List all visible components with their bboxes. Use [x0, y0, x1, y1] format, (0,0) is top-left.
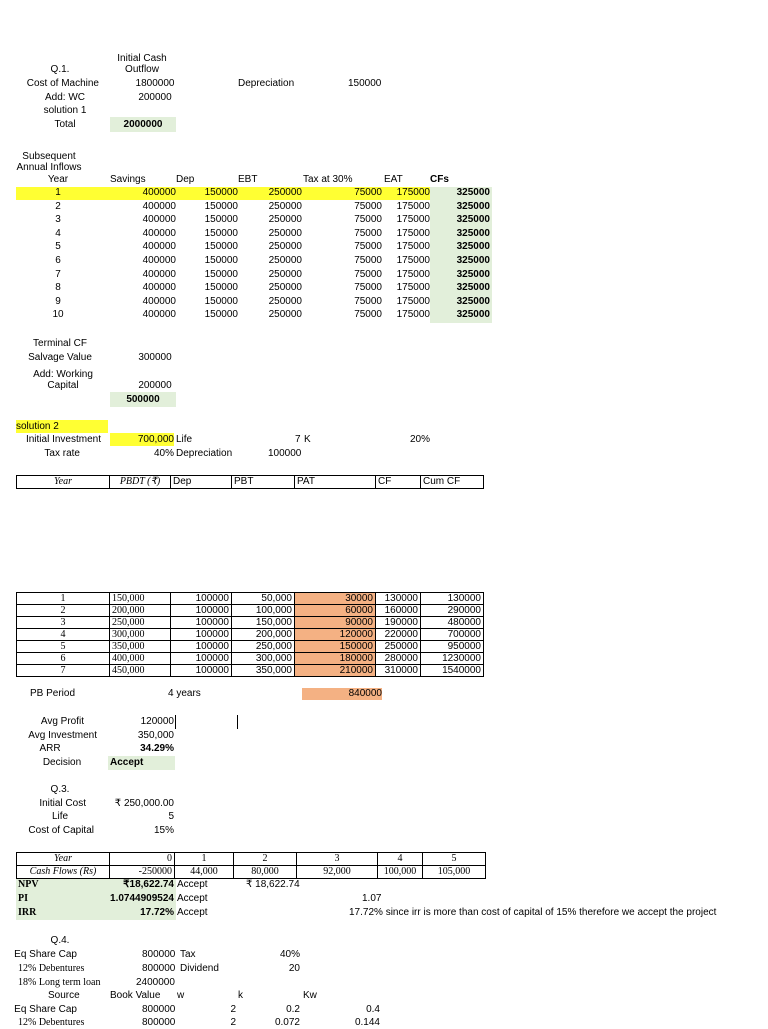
q1-row-5-year: 5 — [55, 241, 61, 253]
debentures-label: 12% Debentures — [18, 963, 85, 974]
q2-cell-year: 7 — [17, 665, 110, 677]
q4-header-k: k — [238, 990, 243, 1001]
q2-cell-pat: 120000 — [295, 629, 376, 641]
q1-row-8-year: 8 — [55, 282, 61, 294]
tax-rate-value: 40% — [153, 448, 174, 459]
q2-table-row — [17, 617, 484, 629]
q2-cell-cf: 220000 — [376, 629, 421, 641]
subsequent-inflows-label: Subsequent Annual Inflows — [16, 151, 82, 173]
q1-row-8-cfs: 325000 — [456, 282, 490, 294]
add-working-capital-value: 200000 — [138, 380, 172, 391]
q1-row-10-tax: 75000 — [354, 309, 382, 321]
q3-year-header: Year — [17, 853, 110, 866]
q2-cell-pbdt: 350,000 — [110, 641, 171, 653]
q1-row-8-tax: 75000 — [354, 282, 382, 294]
q3-life-value: 5 — [168, 811, 174, 822]
decision-label: Decision — [42, 757, 82, 768]
long-term-loan-value: 2400000 — [136, 977, 175, 988]
q2-table-row — [17, 653, 484, 665]
q1-row-8-ebt: 250000 — [268, 282, 302, 294]
q1-row-1-tax: 75000 — [354, 187, 382, 198]
q2-cell-year: 4 — [17, 629, 110, 641]
q3-cashflow-table — [16, 852, 486, 879]
eq-share-cap-value: 800000 — [142, 949, 176, 960]
initial-cost-value: ₹ 250,000.00 — [114, 798, 174, 809]
q1-row-1-savings: 400000 — [142, 187, 176, 198]
q1-row-4-savings: 400000 — [142, 227, 176, 239]
q4-row2-k: 0.072 — [274, 1017, 300, 1028]
q1-row-2-eat: 175000 — [396, 200, 430, 212]
q2-cell-cum-cf: 1540000 — [421, 665, 484, 677]
q2-cell-pat: 180000 — [295, 653, 376, 665]
tax-rate-label: Tax rate — [44, 448, 80, 459]
pi-extra: 1.07 — [362, 893, 382, 904]
q3-year-4: 4 — [378, 853, 423, 866]
q3-cashflow-0: -250000 — [110, 866, 175, 879]
cost-of-capital-value: 15% — [153, 825, 174, 836]
initial-investment-value: 700,000 — [110, 433, 174, 446]
q2-cell-pat: 90000 — [295, 617, 376, 629]
q3-year-3: 3 — [297, 853, 378, 866]
irr-decision: Accept — [177, 907, 208, 918]
q1-row-5-tax: 75000 — [354, 241, 382, 253]
q1-row-3-eat: 175000 — [396, 214, 430, 226]
debentures-value: 800000 — [142, 963, 176, 974]
q4-row1-k: 0.2 — [286, 1004, 300, 1015]
irr-note: 17.72% since irr is more than cost of capital of 15% therefore we accept the project — [349, 907, 717, 918]
dividend-label: Dividend — [180, 963, 219, 974]
q1-row-8-eat: 175000 — [396, 282, 430, 294]
q2-data-table — [16, 592, 484, 677]
q2-header-cf: CF — [376, 476, 421, 489]
life-label: Life — [176, 434, 193, 445]
q1-row-1-cfs: 325000 — [456, 187, 490, 198]
q4-header-kw: Kw — [303, 990, 317, 1001]
q2-depreciation-value: 100000 — [268, 448, 302, 459]
q1-row-2-dep: 150000 — [204, 200, 238, 212]
add-wc-label: Add: WC — [44, 92, 85, 103]
q1-row-10-eat: 175000 — [396, 309, 430, 321]
q1-row-2-ebt: 250000 — [268, 200, 302, 212]
q2-cell-pbt: 300,000 — [232, 653, 295, 665]
npv-extra: ₹ 18,622.74 — [246, 879, 300, 890]
q2-cell-pat: 30000 — [295, 593, 376, 605]
q1-header-dep: Dep — [176, 174, 195, 185]
q2-cell-cf: 310000 — [376, 665, 421, 677]
q1-row-1-year: 1 — [55, 187, 61, 198]
q1-row-6-tax: 75000 — [354, 255, 382, 266]
q2-cell-pbt: 250,000 — [232, 641, 295, 653]
eq-share-cap-label: Eq Share Cap — [14, 949, 77, 960]
q2-table-row — [17, 665, 484, 677]
q1-row-7-ebt: 250000 — [268, 268, 302, 280]
q2-cell-cf: 280000 — [376, 653, 421, 665]
q1-header-tax: Tax at 30% — [303, 174, 353, 185]
npv-label: NPV — [18, 879, 39, 890]
q1-row-9-cfs: 325000 — [456, 295, 490, 307]
q1-row-2-tax: 75000 — [354, 200, 382, 212]
q2-header-pat: PAT — [295, 476, 376, 489]
column-marker — [237, 715, 238, 729]
q1-row-5-eat: 175000 — [396, 241, 430, 253]
q1-row-9-tax: 75000 — [354, 295, 382, 307]
q2-cell-pat: 150000 — [295, 641, 376, 653]
q1-row-4-dep: 150000 — [204, 227, 238, 239]
add-wc-value: 200000 — [138, 92, 172, 103]
pb-period-value: 4 years — [168, 688, 201, 699]
q1-row-6-eat: 175000 — [396, 255, 430, 266]
q4-label: Q.4. — [50, 935, 70, 946]
irr-label: IRR — [18, 907, 37, 918]
q2-cell-year: 2 — [17, 605, 110, 617]
q1-row-9-dep: 150000 — [204, 295, 238, 307]
q1-label: Q.1. — [50, 64, 70, 75]
q2-cell-pbt: 200,000 — [232, 629, 295, 641]
q2-cell-cum-cf: 700000 — [421, 629, 484, 641]
q1-row-4-year: 4 — [55, 227, 61, 239]
q2-cell-year: 1 — [17, 593, 110, 605]
q4-row2-w: 2 — [230, 1017, 236, 1028]
q2-depreciation-label: Depreciation — [176, 448, 233, 459]
q3-cashflow-4: 100,000 — [378, 866, 423, 879]
avg-profit-label: Avg Profit — [40, 716, 84, 727]
q3-cashflow-3: 92,000 — [297, 866, 378, 879]
add-working-capital-label: Add: Working Capital — [33, 369, 93, 391]
q1-row-8-dep: 150000 — [204, 282, 238, 294]
q1-row-7-savings: 400000 — [142, 268, 176, 280]
k-label: K — [304, 434, 311, 445]
pi-decision: Accept — [177, 893, 208, 904]
q2-cell-pbdt: 450,000 — [110, 665, 171, 677]
q4-header-source: Source — [48, 990, 80, 1001]
terminal-cf-total: 500000 — [110, 392, 176, 407]
initial-cash-outflow-header: Initial Cash Outflow — [117, 53, 167, 75]
q1-row-5-ebt: 250000 — [268, 241, 302, 253]
q1-row-4-ebt: 250000 — [268, 227, 302, 239]
q1-row-5-savings: 400000 — [142, 241, 176, 253]
q2-cell-year: 5 — [17, 641, 110, 653]
salvage-value-label: Salvage Value — [28, 352, 92, 363]
q1-row-7-eat: 175000 — [396, 268, 430, 280]
q1-row-5-dep: 150000 — [204, 241, 238, 253]
q2-table-row — [17, 641, 484, 653]
q2-cell-year: 3 — [17, 617, 110, 629]
q4-row1-w: 2 — [230, 1004, 236, 1015]
cost-of-machine-label: Cost of Machine — [26, 78, 99, 89]
depreciation-value: 150000 — [348, 78, 382, 89]
decision-value: Accept — [108, 756, 175, 770]
q1-row-10-savings: 400000 — [142, 309, 176, 321]
pb-period-label: PB Period — [30, 688, 76, 699]
q2-cell-dep: 100000 — [171, 665, 232, 677]
q2-cell-pbdt: 200,000 — [110, 605, 171, 617]
q1-row-6-cfs: 325000 — [456, 255, 490, 266]
q2-cell-pbdt: 250,000 — [110, 617, 171, 629]
q2-header-year: Year — [17, 476, 110, 489]
q1-row-8-savings: 400000 — [142, 282, 176, 294]
q1-row-7-year: 7 — [55, 268, 61, 280]
q1-row-3-ebt: 250000 — [268, 214, 302, 226]
q1-header-eat: EAT — [384, 174, 403, 185]
q1-row-3-dep: 150000 — [204, 214, 238, 226]
arr-value: 34.29% — [140, 743, 174, 754]
avg-profit-value: 120000 — [140, 716, 174, 727]
q2-cell-pbt: 100,000 — [232, 605, 295, 617]
solution-2-label: solution 2 — [16, 420, 108, 433]
q3-label: Q.3. — [50, 784, 70, 795]
q2-cell-cf: 190000 — [376, 617, 421, 629]
q3-cashflow-header: Cash Flows (Rs) — [17, 866, 110, 879]
q2-cell-pat: 210000 — [295, 665, 376, 677]
pat-total: 840000 — [302, 688, 382, 700]
npv-decision: Accept — [177, 879, 208, 890]
q2-cell-cum-cf: 480000 — [421, 617, 484, 629]
long-term-loan-label: 18% Long term loan — [18, 977, 101, 988]
q1-row-6-ebt: 250000 — [268, 255, 302, 266]
q2-cell-pbdt: 150,000 — [110, 593, 171, 605]
q1-row-2-cfs: 325000 — [456, 200, 490, 212]
q1-row-2-year: 2 — [55, 200, 61, 212]
q2-header-pbdt: PBDT (₹) — [110, 476, 171, 489]
q4-header-w: w — [177, 990, 185, 1001]
total-label: Total — [54, 119, 76, 130]
q1-row-10-ebt: 250000 — [268, 309, 302, 321]
irr-value: 17.72% — [140, 907, 174, 918]
q1-row-4-tax: 75000 — [354, 227, 382, 239]
q1-row-3-year: 3 — [55, 214, 61, 226]
q2-cell-cf: 250000 — [376, 641, 421, 653]
q1-row-7-tax: 75000 — [354, 268, 382, 280]
q4-row2-kw: 0.144 — [354, 1017, 380, 1028]
q4-row2-book-value: 800000 — [142, 1017, 176, 1028]
q1-row-3-cfs: 325000 — [456, 214, 490, 226]
q2-cell-cum-cf: 130000 — [421, 593, 484, 605]
q2-cell-cf: 160000 — [376, 605, 421, 617]
q2-cell-cum-cf: 1230000 — [421, 653, 484, 665]
q1-row-6-savings: 400000 — [142, 255, 176, 266]
cost-of-machine-value: 1800000 — [135, 78, 175, 89]
q1-row-10-cfs: 325000 — [456, 309, 490, 321]
q1-header-ebt: EBT — [238, 174, 258, 185]
cost-of-capital-label: Cost of Capital — [28, 825, 94, 836]
q1-row-10-year: 10 — [52, 309, 64, 321]
q2-table-row — [17, 593, 484, 605]
q2-cell-dep: 100000 — [171, 641, 232, 653]
q1-row-9-eat: 175000 — [396, 295, 430, 307]
q2-cell-pbt: 150,000 — [232, 617, 295, 629]
q3-life-label: Life — [51, 811, 69, 822]
q2-cell-pbt: 350,000 — [232, 665, 295, 677]
q4-row1-book-value: 800000 — [142, 1004, 176, 1015]
pi-value: 1.0744909524 — [110, 893, 174, 904]
q1-row-1-eat: 175000 — [396, 187, 430, 198]
q2-cell-year: 6 — [17, 653, 110, 665]
q2-cell-cf: 130000 — [376, 593, 421, 605]
q3-cashflow-5: 105,000 — [423, 866, 486, 879]
q1-row-9-savings: 400000 — [142, 295, 176, 307]
q3-cashflow-1: 44,000 — [175, 866, 234, 879]
dividend-value: 20 — [288, 963, 300, 974]
k-value: 20% — [410, 434, 431, 445]
cell-cursor — [175, 715, 176, 729]
salvage-value: 300000 — [138, 352, 172, 363]
q2-cell-dep: 100000 — [171, 605, 232, 617]
q1-row-7-cfs: 325000 — [456, 268, 490, 280]
solution-1-label: solution 1 — [43, 105, 87, 116]
q2-cell-dep: 100000 — [171, 617, 232, 629]
q4-header-book-value: Book Value — [110, 990, 161, 1001]
q4-row1-kw: 0.4 — [366, 1004, 380, 1015]
q2-cell-dep: 100000 — [171, 653, 232, 665]
q1-row-6-dep: 150000 — [204, 255, 238, 266]
q2-cell-pbdt: 400,000 — [110, 653, 171, 665]
npv-value: ₹18,622.74 — [123, 879, 174, 890]
q2-cell-dep: 100000 — [171, 629, 232, 641]
q1-row-4-eat: 175000 — [396, 227, 430, 239]
q2-cell-cum-cf: 950000 — [421, 641, 484, 653]
q3-year-2: 2 — [234, 853, 297, 866]
tax-label: Tax — [180, 949, 196, 960]
q3-cashflow-2: 80,000 — [234, 866, 297, 879]
q2-table-row — [17, 605, 484, 617]
q1-row-3-tax: 75000 — [354, 214, 382, 226]
q1-row-9-year: 9 — [55, 295, 61, 307]
q1-row-7-dep: 150000 — [204, 268, 238, 280]
q1-header-savings: Savings — [110, 174, 146, 185]
initial-investment-label: Initial Investment — [25, 434, 101, 445]
q4-row2-source: 12% Debentures — [18, 1017, 85, 1028]
q2-cell-cum-cf: 290000 — [421, 605, 484, 617]
q1-row-5-cfs: 325000 — [456, 241, 490, 253]
q3-year-1: 1 — [175, 853, 234, 866]
q4-row1-source: Eq Share Cap — [14, 1004, 77, 1015]
q2-cell-dep: 100000 — [171, 593, 232, 605]
q3-year-0: 0 — [110, 853, 175, 866]
q2-cell-pbdt: 300,000 — [110, 629, 171, 641]
q2-header-cum-cf: Cum CF — [421, 476, 484, 489]
q2-header-pbt: PBT — [232, 476, 295, 489]
q2-cell-pbt: 50,000 — [232, 593, 295, 605]
avg-investment-value: 350,000 — [137, 730, 174, 741]
q3-year-5: 5 — [423, 853, 486, 866]
q1-row-4-cfs: 325000 — [456, 227, 490, 239]
terminal-cf-label: Terminal CF — [33, 338, 87, 349]
initial-cost-label: Initial Cost — [39, 798, 86, 809]
q2-header-table — [16, 475, 484, 489]
arr-label: ARR — [39, 743, 61, 754]
q2-header-dep: Dep — [171, 476, 232, 489]
q2-table-row — [17, 629, 484, 641]
q2-cell-pat: 60000 — [295, 605, 376, 617]
q1-header-cfs: CFs — [430, 174, 449, 185]
q1-row-1-dep: 150000 — [204, 187, 238, 198]
q1-header-year: Year — [47, 174, 69, 185]
avg-investment-label: Avg Investment — [28, 730, 97, 741]
total-value: 2000000 — [110, 117, 176, 132]
pi-label: PI — [18, 893, 28, 904]
q1-row-1-ebt: 250000 — [268, 187, 302, 198]
q1-row-6-year: 6 — [55, 255, 61, 266]
q1-row-9-ebt: 250000 — [268, 295, 302, 307]
q1-row-2-savings: 400000 — [142, 200, 176, 212]
life-value: 7 — [295, 434, 301, 445]
q1-row-3-savings: 400000 — [142, 214, 176, 226]
depreciation-label: Depreciation — [238, 78, 295, 89]
q1-row-10-dep: 150000 — [204, 309, 238, 321]
tax-value: 40% — [279, 949, 300, 960]
